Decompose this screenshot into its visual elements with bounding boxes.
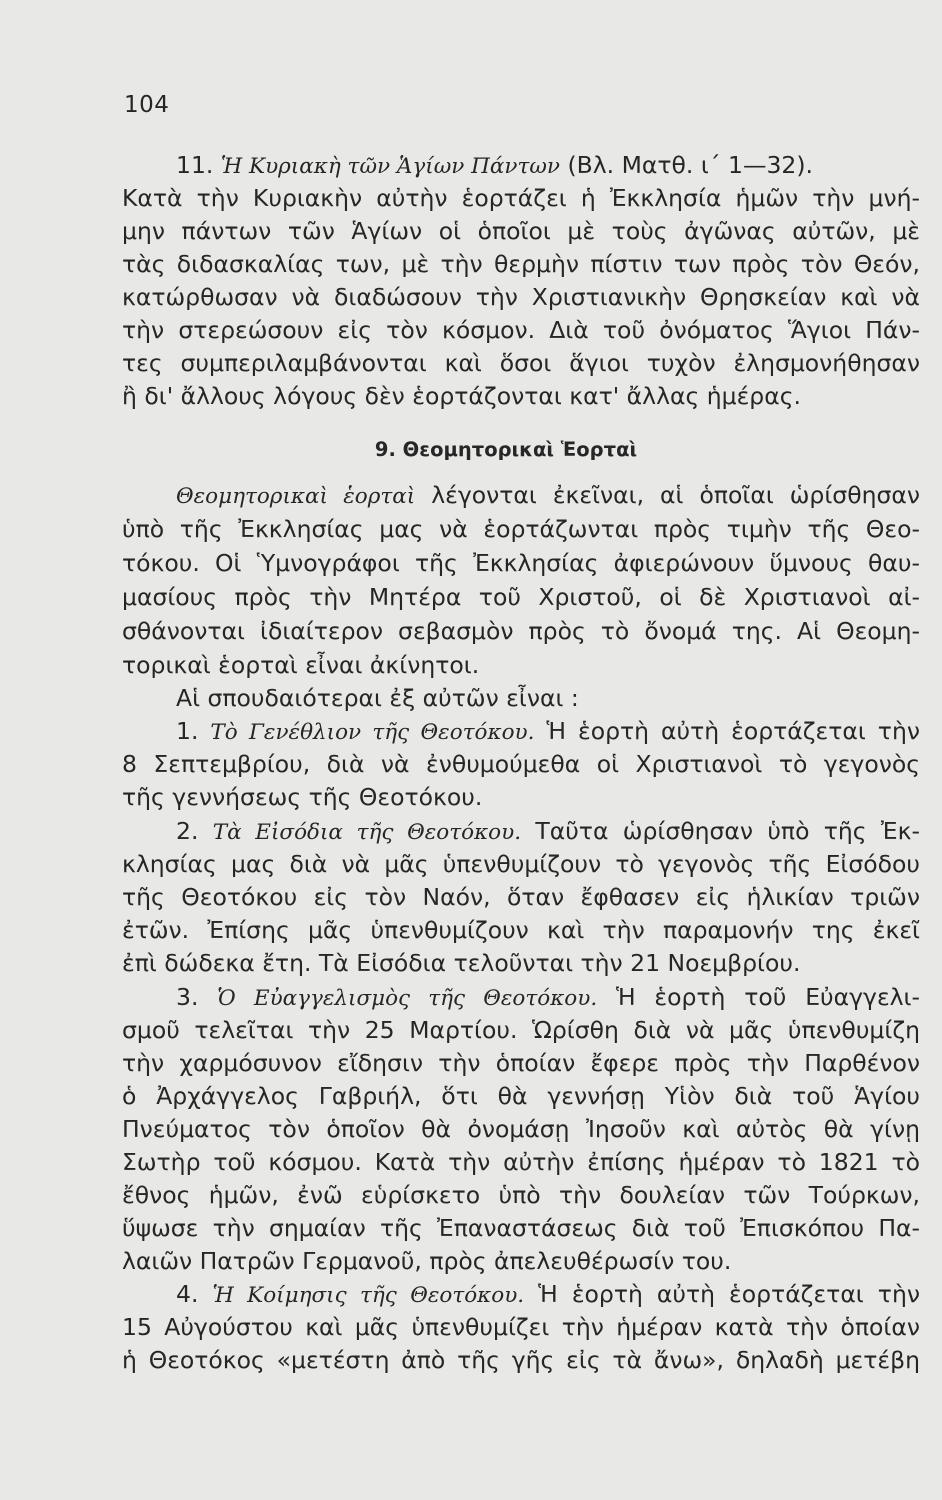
text-line: τὴν χαρμόσυνον εἴδησιν τὴν ὁποίαν ἔφερε πρὸς τὴν Παρθένον [122,1049,920,1077]
text-line: μασίους πρὸς τὴν Μητέρα τοῦ Χριστοῦ, οἱ δὲ Χριστιανοὶ αἰ- [122,583,920,611]
text-line: ὁ Ἀρχάγγελος Γαβριήλ, ὅτι θὰ γεννήσῃ Υἱὸν διὰ τοῦ Ἁγίου [122,1082,920,1110]
feast-title: Τὸ Γενέθλιον τῆς Θεοτόκου. [210,720,535,745]
text-line: κλησίας μας διὰ νὰ μᾶς ὑπενθυμίζουν τὸ γεγονὸς τῆς Εἰσόδου [122,850,920,878]
text-line: Πνεύματος τὸν ὁποῖον θὰ ὀνομάσῃ Ἰησοῦν καὶ αὐτὸς θὰ γίνῃ [122,1115,920,1143]
text-line: 15 Αὐγούστου καὶ μᾶς ὑπενθυμίζει τὴν ἡμέραν κατὰ τὴν ὁποίαν [122,1313,920,1341]
feast-4-first-line [176,1279,920,1309]
feast-first-rest: Ἡ ἑορτὴ τοῦ Εὐαγγελι- [615,983,920,1011]
feast-first-rest: Ἡ ἑορτὴ αὐτὴ ἑορτάζεται τὴν [546,717,920,745]
important-feasts-line: Αἱ σπουδαιότεραι ἐξ αὐτῶν εἶναι : [176,684,579,712]
feast-number: 3. [176,983,199,1011]
text-line: Κατὰ τὴν Κυριακὴν αὐτὴν ἑορτάζει ἡ Ἐκκλησία ἡμῶν τὴν μνή- [122,184,920,212]
text-line: σμοῦ τελεῖται τὴν 25 Μαρτίου. Ὡρίσθη διὰ νὰ μᾶς ὑπενθυμίζη [122,1016,920,1044]
text-line: τορικαὶ ἑορταὶ εἶναι ἀκίνητοι. [122,651,480,679]
text-line: τῆς Θεοτόκου εἰς τὸν Ναόν, ὅταν ἔφθασεν εἰς ἡλικίαν τριῶν [122,883,920,911]
text-line: ἐπὶ δώδεκα ἔτη. Τὰ Εἰσόδια τελοῦνται τὴν 21 Νοεμβρίου. [122,949,801,977]
text-line: ἢ δι' ἄλλους λόγους δὲν ἑορτάζονται κατ' ἄλλας ἡμέρας. [122,382,801,410]
intro-first-rest: λέγονται ἐκεῖναι, αἱ ὁποῖαι ὡρίσθησαν [431,481,920,509]
page-number: 104 [124,92,170,118]
section-9-heading: 9. Θεομητορικαὶ Ἑορταὶ [374,438,638,461]
feast-title: Ἡ Κοίμησις τῆς Θεοτόκου. [212,1283,525,1308]
text-line: ἐτῶν. Ἐπίσης μᾶς ὑπενθυμίζουν καὶ τὴν παραμονήν της ἐκεῖ [122,916,920,944]
text-line: τόκου. Οἱ Ὑμνογράφοι τῆς Ἐκκλησίας ἀφιερώνουν ὕμνους θαυ- [122,549,920,577]
feast-3-first-line [176,982,920,1012]
section-11-title: Ἡ Κυριακὴ τῶν Ἁγίων Πάντων [220,154,560,179]
text-line: τὰς διδασκαλίας των, μὲ τὴν θερμὴν πίστιν των πρὸς τὸν Θεόν, [122,250,920,278]
feast-1-first-line [176,716,920,746]
feast-2-first-line [176,816,920,846]
text-line: ὕψωσε τὴν σημαίαν τῆς Ἐπαναστάσεως διὰ τοῦ Ἐπισκόπου Πα- [122,1214,920,1242]
text-line: μην πάντων τῶν Ἁγίων οἱ ὁποῖοι μὲ τοὺς ἀγῶνας αὐτῶν, μὲ [122,217,920,245]
text-line: τὴν στερεώσουν εἰς τὸν κόσμον. Διὰ τοῦ ὀνόματος Ἅγιοι Πάν- [122,316,920,344]
text-line: λαιῶν Πατρῶν Γερμανοῦ, πρὸς ἀπελευθέρωσίν του. [122,1247,732,1275]
text-line: ἔθνος ἡμῶν, ἐνῶ εὑρίσκετο ὑπὸ τὴν δουλείαν τῶν Τούρκων, [122,1181,920,1209]
text-line: σθάνονται ἰδιαίτερον σεβασμὸν πρὸς τὸ ὄνομά της. Αἱ Θεομη- [122,617,920,645]
text-line: τες συμπεριλαμβάνονται καὶ ὅσοι ἅγιοι τυχὸν ἐλησμονήθησαν [122,349,920,377]
feast-number: 2. [176,817,199,845]
feast-title: Ὁ Εὐαγγελισμὸς τῆς Θεοτόκου. [217,986,598,1011]
feast-title: Τὰ Εἰσόδια τῆς Θεοτόκου. [212,820,522,845]
feast-number: 1. [176,717,199,745]
text-line: ἡ Θεοτόκος «μετέστη ἀπὸ τῆς γῆς εἰς τὰ ἄνω», δηλαδὴ μετέβη [122,1346,920,1374]
feast-first-rest: Ἡ ἑορτὴ αὐτὴ ἑορτάζεται τὴν [538,1280,920,1308]
intro-italic-term: Θεομητορικαὶ ἑορταὶ [176,484,416,509]
section-11-heading-line [176,150,920,180]
feast-number: 4. [176,1280,199,1308]
section-11-number: 11. [176,151,214,179]
section-11-reference: (Βλ. Ματθ. ι΄ 1—32). [567,151,813,179]
feast-first-rest: Ταῦτα ὡρίσθησαν ὑπὸ τῆς Ἐκ- [535,817,920,845]
text-line: κατώρθωσαν νὰ διαδώσουν τὴν Χριστιανικὴν Θρησκείαν καὶ νὰ [122,283,920,311]
intro-first-line [176,480,920,510]
text-line: τῆς γεννήσεως τῆς Θεοτόκου. [122,783,483,811]
text-line: ὑπὸ τῆς Ἐκκλησίας μας νὰ ἑορτάζωνται πρὸς τιμὴν τῆς Θεο- [122,515,920,543]
text-line: 8 Σεπτεμβρίου, διὰ νὰ ἐνθυμούμεθα οἱ Χριστιανοὶ τὸ γεγονὸς [122,750,920,778]
text-line: Σωτὴρ τοῦ κόσμου. Κατὰ τὴν αὐτὴν ἐπίσης ἡμέραν τὸ 1821 τὸ [122,1148,920,1176]
